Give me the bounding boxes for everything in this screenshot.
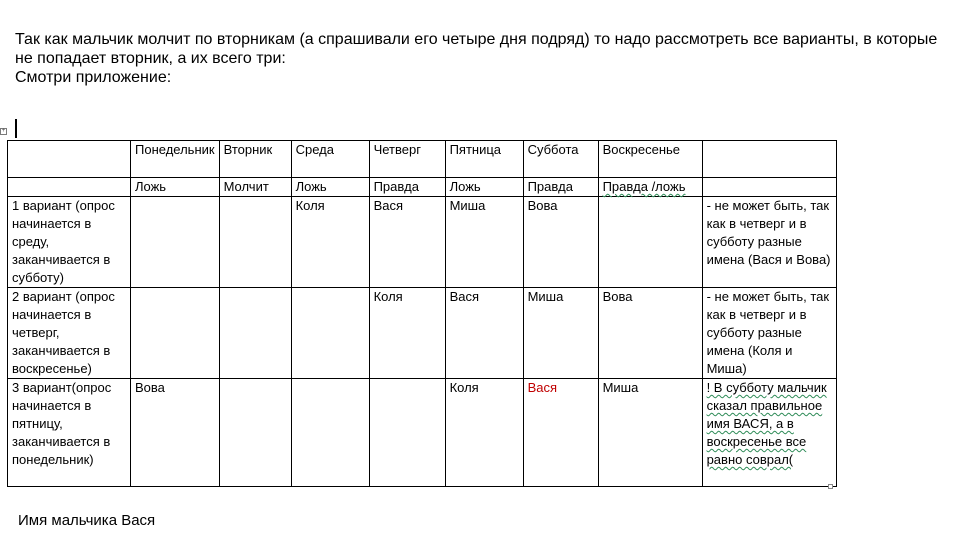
answer-text: Имя мальчика Вася	[18, 512, 156, 529]
status-sunday-text: Правда /ложь	[602, 179, 686, 194]
table-row	[8, 379, 837, 487]
cell-thursday[interactable]: Вася	[369, 197, 445, 288]
cell-wednesday[interactable]: Коля	[291, 197, 369, 288]
header-note-cell[interactable]	[702, 141, 836, 178]
status-monday[interactable]: Ложь	[131, 178, 220, 197]
cell-monday[interactable]: Вова	[131, 379, 220, 487]
cell-tuesday[interactable]	[219, 379, 291, 487]
header-friday[interactable]: Пятница	[445, 141, 523, 178]
status-thursday[interactable]: Правда	[369, 178, 445, 197]
cell-wednesday[interactable]	[291, 379, 369, 487]
cell-sunday[interactable]	[598, 197, 702, 288]
cell-thursday[interactable]	[369, 379, 445, 487]
status-sunday[interactable]	[598, 178, 702, 197]
status-tuesday[interactable]: Молчит	[219, 178, 291, 197]
header-wednesday[interactable]: Среда	[291, 141, 369, 178]
table-resize-handle-icon[interactable]	[828, 484, 833, 489]
header-thursday[interactable]: Четверг	[369, 141, 445, 178]
text-cursor	[15, 119, 17, 138]
status-saturday[interactable]: Правда	[523, 178, 598, 197]
cell-friday[interactable]: Миша	[445, 197, 523, 288]
variant-note[interactable]: - не может быть, так как в четверг и в субботу разные имена (Вася и Вова)	[702, 197, 836, 288]
cell-wednesday[interactable]	[291, 288, 369, 379]
schedule-table	[7, 140, 837, 487]
cell-saturday[interactable]: Миша	[523, 288, 598, 379]
table-header-row	[8, 141, 837, 178]
header-tuesday[interactable]: Вторник	[219, 141, 291, 178]
cell-saturday[interactable]: Вася	[523, 379, 598, 487]
intro-line-2: Смотри приложение:	[15, 69, 172, 86]
variant-note-text: ! В субботу мальчик сказал правильное имя ВАСЯ, а в воскресенье все равно соврал(	[706, 380, 827, 467]
intro-text	[15, 30, 955, 87]
status-label-cell[interactable]	[8, 178, 131, 197]
cell-tuesday[interactable]	[219, 288, 291, 379]
cell-saturday[interactable]: Вова	[523, 197, 598, 288]
table-row	[8, 288, 837, 379]
variant-note[interactable]	[702, 379, 836, 487]
cell-thursday[interactable]: Коля	[369, 288, 445, 379]
status-row	[8, 178, 837, 197]
table-row	[8, 197, 837, 288]
variant-label[interactable]: 3 вариант(опрос начинается в пятницу, заканчивается в понедельник)	[8, 379, 131, 487]
header-sunday[interactable]: Воскресенье	[598, 141, 702, 178]
intro-line-1: Так как мальчик молчит по вторникам (а спрашивали его четыре дня подряд) то надо рассмотреть все варианты, в которые не попадает вторник, а их всего три:	[15, 31, 938, 67]
status-friday[interactable]: Ложь	[445, 178, 523, 197]
cell-sunday[interactable]: Миша	[598, 379, 702, 487]
header-monday[interactable]: Понедельник	[131, 141, 220, 178]
variant-label[interactable]: 2 вариант (опрос начинается в четверг, заканчивается в воскресенье)	[8, 288, 131, 379]
header-corner-cell[interactable]	[8, 141, 131, 178]
variant-note[interactable]: - не может быть, так как в четверг и в субботу разные имена (Коля и Миша)	[702, 288, 836, 379]
variant-label[interactable]: 1 вариант (опрос начинается в среду, заканчивается в субботу)	[8, 197, 131, 288]
cell-friday[interactable]: Вася	[445, 288, 523, 379]
status-note-cell[interactable]	[702, 178, 836, 197]
cell-monday[interactable]	[131, 197, 220, 288]
table-move-handle-icon[interactable]: +	[1, 128, 6, 134]
cell-friday[interactable]: Коля	[445, 379, 523, 487]
header-saturday[interactable]: Суббота	[523, 141, 598, 178]
cell-tuesday[interactable]	[219, 197, 291, 288]
cell-sunday[interactable]: Вова	[598, 288, 702, 379]
cell-monday[interactable]	[131, 288, 220, 379]
status-wednesday[interactable]: Ложь	[291, 178, 369, 197]
